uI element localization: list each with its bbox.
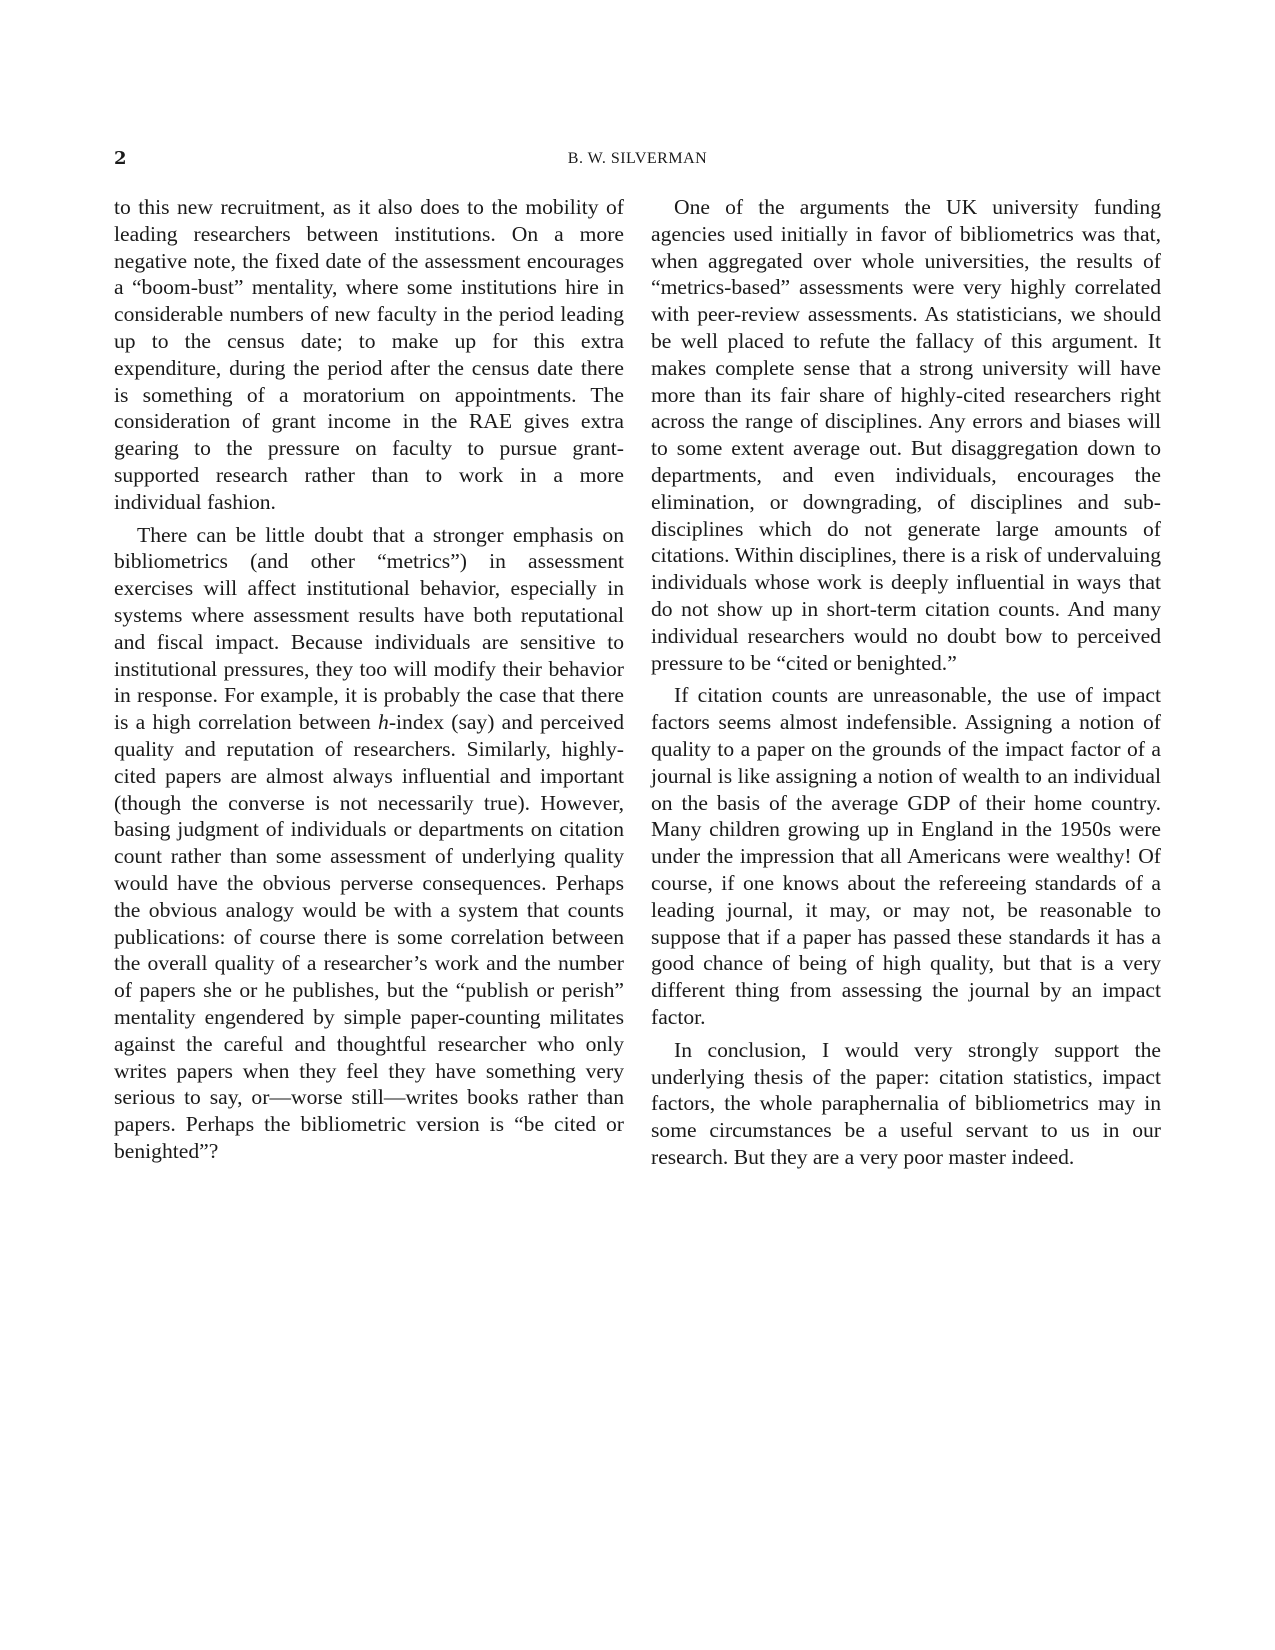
paragraph: One of the arguments the UK university funding agencies used initially in favor of bibliometrics was that, when aggregated over whole universities, the results of “metrics-based” assessments were very highly correlated with peer-review assessments. As statisticians, we should be well placed to refute the fallacy of this argument. It makes complete sense that a strong university will have more than its fair share of highly-cited researchers right across the range of disciplines. Any errors and biases will to some extent average out. But disaggregation down to departments, and even individuals, encourages the elimination, or downgrading, of disciplines and sub-disciplines which do not generate large amounts of citations. Within disciplines, there is a risk of undervaluing individuals whose work is deeply influential in ways that do not show up in short-term citation counts. And many individual researchers would no doubt bow to perceived pressure to be “cited or benighted.”: [651, 195, 1161, 675]
running-head: B. W. SILVERMAN: [567, 150, 708, 167]
paragraph: If citation counts are unreasonable, the use of impact factors seems almost indefensible. Assigning a notion of quality to a paper on the grounds of the impact factor of a journal is like assigning a notion of wealth to an individual on the basis of the average GDP of their home country. Many children growing up in England in the 1950s were under the impression that all Americans were wealthy! Of course, if one knows about the refereeing standards of a leading journal, it may, or may not, be reasonable to suppose that if a paper has passed these standards it has a good chance of being of high quality, but that is a very different thing from assessing the journal by an impact factor.: [651, 683, 1161, 1029]
paragraph-text: There can be little doubt that a stronger emphasis on bibliometrics (and other “metrics”) in assessment exercises will affect institutional behavior, especially in systems where assessment results have both reputational and fiscal impact. Because individuals are sensitive to institutional pressures, they too will modify their behavior in response. For example, it is probably the case that there is a high correlation between: [114, 522, 624, 735]
page-number: 2: [114, 148, 127, 169]
h-index-symbol: h: [378, 710, 389, 735]
paragraph: [114, 522, 624, 1165]
paragraph: to this new recruitment, as it also does to the mobility of leading researchers between institutions. On a more negative note, the fixed date of the assessment encourages a “boom-bust” mentality, where some institutions hire in considerable numbers of new faculty in the period leading up to the census date; to make up for this extra expenditure, during the period after the census date there is something of a moratorium on appointments. The consideration of grant income in the RAE gives extra gearing to the pressure on faculty to pursue grant-supported research rather than to work in a more individual fashion.: [114, 195, 624, 514]
paragraph-text: -index (say) and perceived quality and reputation of researchers. Similarly, highly-cited papers are almost always influential and important (though the converse is not necessarily true). However, basing judgment of individuals or departments on citation count rather than some assessment of underlying quality would have the obvious perverse consequences. Perhaps the obvious analogy would be with a system that counts publications: of course there is some correlation between the overall quality of a researcher’s work and the number of papers she or he publishes, but the “publish or perish” mentality engendered by simple paper-counting militates against the careful and thoughtful researcher who only writes papers when they feel they have something very serious to say, or—worse still—writes books rather than papers. Perhaps the bibliometric version is “be cited or benighted”?: [114, 710, 624, 1163]
right-column: [651, 194, 1161, 1171]
left-column: [114, 194, 624, 1165]
paragraph: In conclusion, I would very strongly support the underlying thesis of the paper: citation statistics, impact factors, the whole paraphernalia of bibliometrics may in some circumstances be a useful servant to us in our research. But they are a very poor master indeed.: [651, 1037, 1161, 1169]
